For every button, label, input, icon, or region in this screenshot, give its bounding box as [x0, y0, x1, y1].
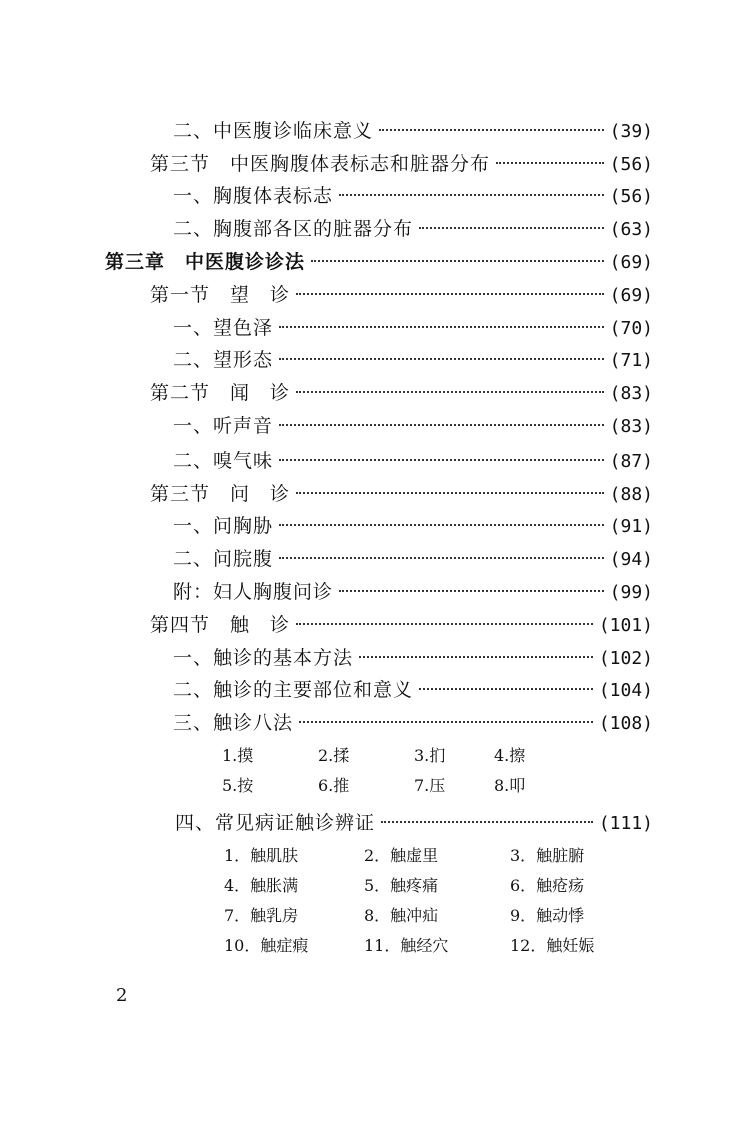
- syndrome-item: 2．触虚里: [364, 846, 439, 865]
- toc-leader: [279, 557, 604, 559]
- syndrome-item: 7．触乳房: [224, 906, 299, 925]
- syndrome-item: 12．触妊娠: [510, 936, 595, 955]
- toc-entry: [173, 345, 653, 372]
- toc-entry: [150, 149, 653, 176]
- syndrome-item: 11．触经穴: [364, 936, 449, 955]
- toc-label: 附：妇人胸腹问诊: [173, 581, 334, 603]
- toc-leader: [296, 492, 604, 494]
- toc-leader: [296, 623, 593, 625]
- toc-leader: [299, 721, 593, 723]
- toc-leader: [419, 227, 604, 229]
- toc-label: 四、常见病证触诊辨证: [175, 812, 376, 834]
- toc-label: 三、触诊八法: [173, 712, 294, 734]
- toc-label: 第三章 中医腹诊诊法: [105, 251, 306, 273]
- toc-label: 一、听声音: [173, 415, 274, 437]
- toc-entry: [173, 446, 653, 473]
- toc-label: 二、中医腹诊临床意义: [173, 120, 374, 142]
- toc-entry: [150, 280, 653, 307]
- toc-entry: [173, 181, 653, 208]
- toc-page: (102): [598, 648, 653, 669]
- toc-label: 第三节 中医胸腹体表标志和脏器分布: [150, 153, 491, 175]
- syndrome-item: 3．触脏腑: [510, 846, 585, 865]
- syndrome-item: 10．触症瘕: [224, 936, 309, 955]
- toc-label: 一、胸腹体表标志: [173, 185, 334, 207]
- toc-entry: [173, 708, 653, 735]
- syndrome-item: 8．触冲疝: [364, 906, 439, 925]
- toc-entry: [173, 411, 653, 438]
- toc-label: 第四节 触 诊: [150, 614, 291, 636]
- toc-leader: [339, 590, 604, 592]
- syndrome-row: [224, 933, 620, 956]
- toc-label: 二、望形态: [173, 349, 274, 371]
- toc-page: (83): [609, 383, 653, 404]
- toc-leader: [311, 260, 604, 262]
- eight-methods-row: [222, 773, 574, 796]
- toc-page: (56): [609, 154, 653, 175]
- toc-entry: [175, 808, 653, 835]
- toc-leader: [279, 524, 604, 526]
- toc-label: 一、问胸胁: [173, 515, 274, 537]
- syndrome-item: 4．触胀满: [224, 876, 299, 895]
- eight-methods-row: [222, 743, 574, 766]
- toc-page: (101): [598, 615, 653, 636]
- method-item: 7.压: [414, 776, 446, 795]
- toc-entry: [173, 214, 653, 241]
- toc-leader: [496, 162, 604, 164]
- toc-entry: [173, 313, 653, 340]
- syndrome-item: 6．触疮疡: [510, 876, 585, 895]
- page-number: 2: [116, 985, 128, 1006]
- toc-entry: [150, 378, 653, 405]
- toc-page: (69): [609, 285, 653, 306]
- toc-leader: [279, 459, 604, 461]
- syndrome-row: [224, 843, 620, 866]
- syndrome-item: 9．触动悸: [510, 906, 585, 925]
- toc-leader: [381, 821, 593, 823]
- toc-entry-chapter: [105, 247, 653, 274]
- toc-label: 第二节 闻 诊: [150, 382, 291, 404]
- toc-leader: [419, 688, 593, 690]
- toc-page: (83): [609, 416, 653, 437]
- toc-page: (71): [609, 350, 653, 371]
- toc-label: 一、触诊的基本方法: [173, 647, 354, 669]
- toc-page: (56): [609, 186, 653, 207]
- toc-page: (39): [609, 121, 653, 142]
- toc-leader: [296, 391, 604, 393]
- toc-page: (91): [609, 516, 653, 537]
- toc-leader: [296, 293, 604, 295]
- method-item: 5.按: [222, 776, 254, 795]
- toc-leader: [379, 129, 604, 131]
- toc-label: 一、望色泽: [173, 317, 274, 339]
- toc-entry: [173, 675, 653, 702]
- toc-label: 第一节 望 诊: [150, 284, 291, 306]
- syndrome-item: 5．触疼痛: [364, 876, 439, 895]
- toc-entry: [173, 116, 653, 143]
- toc-label: 二、胸腹部各区的脏器分布: [173, 218, 414, 240]
- toc-leader: [279, 326, 604, 328]
- toc-leader: [279, 424, 604, 426]
- toc-leader: [359, 656, 593, 658]
- toc-label: 第三节 问 诊: [150, 483, 291, 505]
- method-item: 6.推: [318, 776, 350, 795]
- toc-page: (111): [598, 813, 653, 834]
- toc-entry: [173, 643, 653, 670]
- toc-leader: [279, 358, 604, 360]
- method-item: 3.扪: [414, 746, 446, 765]
- toc-leader: [339, 194, 604, 196]
- toc-page: (88): [609, 484, 653, 505]
- toc-entry: [173, 544, 653, 571]
- toc-page: (69): [609, 252, 653, 273]
- toc-page: (108): [598, 713, 653, 734]
- toc-label: 二、嗅气味: [173, 450, 274, 472]
- method-item: 8.叩: [494, 776, 526, 795]
- toc-page: (104): [598, 680, 653, 701]
- toc-page: (94): [609, 549, 653, 570]
- toc-entry: [173, 577, 653, 604]
- toc-label: 二、触诊的主要部位和意义: [173, 679, 414, 701]
- method-item: 4.擦: [494, 746, 526, 765]
- toc-page: (70): [609, 318, 653, 339]
- syndrome-row: [224, 873, 620, 896]
- toc-entry: [173, 511, 653, 538]
- toc-label: 二、问脘腹: [173, 548, 274, 570]
- syndrome-item: 1．触肌肤: [224, 846, 299, 865]
- syndrome-row: [224, 903, 620, 926]
- toc-entry: [150, 610, 653, 637]
- toc-page: (87): [609, 451, 653, 472]
- method-item: 1.摸: [222, 746, 254, 765]
- toc-page: (63): [609, 219, 653, 240]
- toc-entry: [150, 479, 653, 506]
- method-item: 2.揉: [318, 746, 350, 765]
- toc-page: (99): [609, 582, 653, 603]
